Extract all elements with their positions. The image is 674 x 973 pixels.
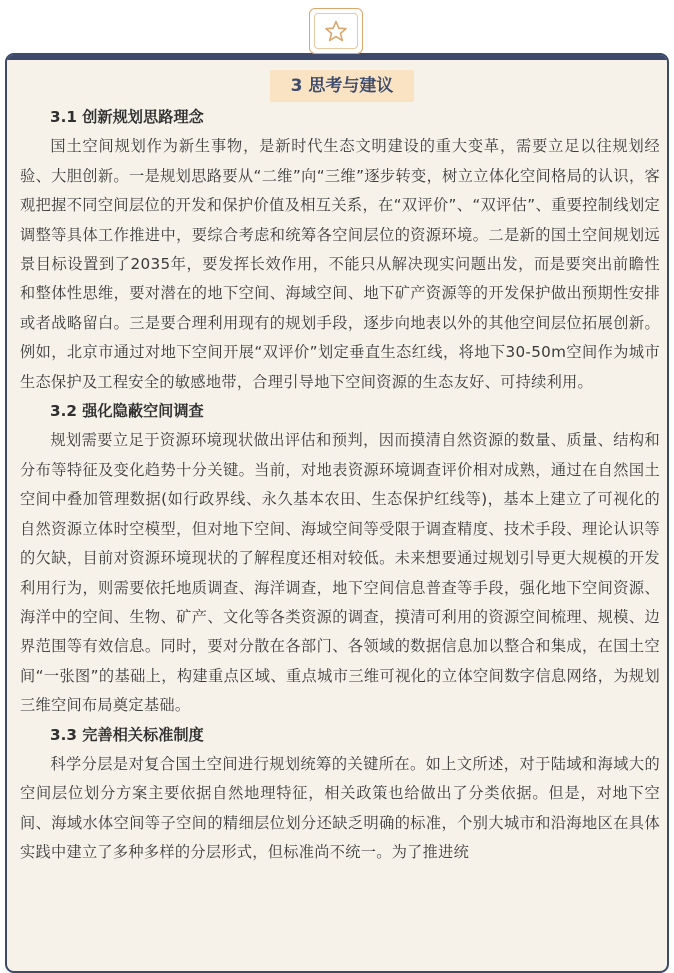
article-content [20, 103, 660, 868]
card-top-border [7, 55, 667, 60]
star-icon [324, 20, 348, 42]
subsection-paragraph-3-2: 规划需要立足于资源环境现状做出评估和预判，因而摸清自然资源的数量、质量、结构和分布等特征及变化趋势十分关键。当前，对地表资源环境调查评价相对成熟，通过在自然国土空间中叠加管理数据(如行政界线、永久基本农田、生态保护红线等)，基本上建立了可视化的自然资源立体时空模型，但对地下空间、海域空间等受限于调查精度、技术手段、理论认识等的欠缺，目前对资源环境现状的了解程度还相对较低。未来想要通过规划引导更大规模的开发利用行为，则需要依托地质调查、海洋调查，地下空间信息普查等手段，强化地下空间资源、海洋中的空间、生物、矿产、文化等各类资源的调查，摸清可利用的资源空间梳理、规模、边界范围等有效信息。同时，要对分散在各部门、各领域的数据信息加以整合和集成，在国土空间“一张图”的基础上，构建重点区域、重点城市三维可视化的立体空间数字信息网络，为规划三维空间布局奠定基础。 [20, 431, 660, 715]
section-title: 3 思考与建议 [270, 70, 414, 102]
subsection-heading-3-2: 3.2 强化隐蔽空间调查 [50, 402, 204, 421]
article-card [5, 53, 669, 973]
subsection-paragraph-3-1: 国土空间规划作为新生事物，是新时代生态文明建设的重大变革，需要立足以往规划经验、大胆创新。一是规划思路要从“二维”向“三维”逐步转变，树立立体化空间格局的认识，客观把握不同空间层位的开发和保护价值及相互关系，在“双评价”、“双评估”、重要控制线划定调整等具体工作推进中，要综合考虑和统筹各空间层位的资源环境。二是新的国土空间规划远景目标设置到了2035年，要发挥长效作用，不能只从解决现实问题出发，而是要突出前瞻性和整体性思维，要对潜在的地下空间、海域空间、地下矿产资源等的开发保护做出预期性安排或者战略留白。三是要合理利用现有的规划手段，逐步向地表以外的其他空间层位拓展创新。例如，北京市通过对地下空间开展“双评价”划定垂直生态红线，将地下30-50m空间作为城市生态保护及工程安全的敏感地带，合理引导地下空间资源的生态友好、可持续利用。 [20, 137, 660, 391]
subsection-heading-3-3: 3.3 完善相关标准制度 [50, 725, 204, 744]
star-badge [309, 8, 363, 54]
subsection-paragraph-3-3: 科学分层是对复合国土空间进行规划统筹的关键所在。如上文所述，对于陆域和海域大的空间层位划分方案主要依据自然地理特征，相关政策也给做出了分类依据。但是，对地下空间、海域水体空间等子空间的精细层位划分还缺乏明确的标准，个别大城市和沿海地区在具体实践中建立了多种多样的分层形式，但标准尚不统一。为了推进统 [20, 754, 660, 862]
subsection-heading-3-1: 3.1 创新规划思路理念 [50, 108, 204, 126]
